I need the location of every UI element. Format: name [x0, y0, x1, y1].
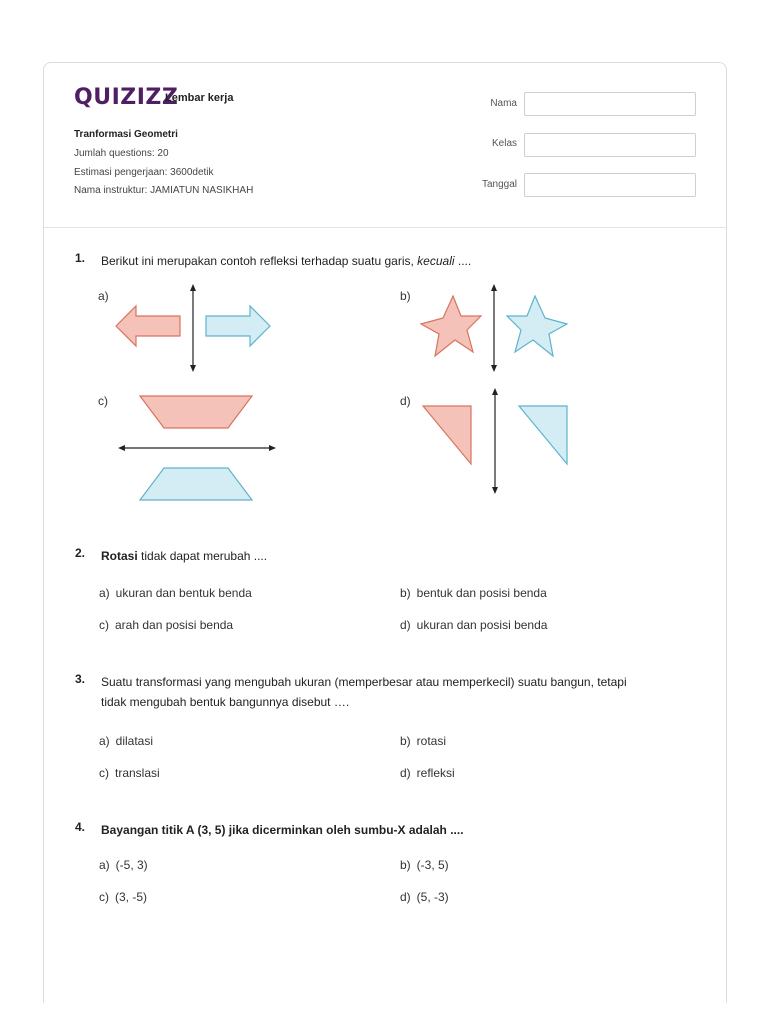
- figure-triangles: [415, 386, 580, 498]
- tanggal-field[interactable]: [524, 173, 696, 197]
- option-b-label[interactable]: b): [400, 289, 411, 303]
- option-d-label[interactable]: d): [400, 394, 411, 408]
- option-c-label[interactable]: c): [98, 394, 108, 408]
- option-d[interactable]: d) (5, -3): [400, 890, 449, 904]
- option-b[interactable]: b) bentuk dan posisi benda: [400, 586, 547, 600]
- option-a[interactable]: a) ukuran dan bentuk benda: [99, 586, 252, 600]
- question-text: Berikut ini merupakan contoh refleksi terhadap suatu garis, kecuali ....: [101, 254, 472, 268]
- question-number: 3.: [75, 672, 86, 686]
- option-a[interactable]: a) dilatasi: [99, 734, 154, 748]
- worksheet-header: [44, 63, 726, 228]
- logo-subtitle: Lembar kerja: [165, 92, 234, 104]
- option-c[interactable]: c) (3, -5): [99, 890, 148, 904]
- question-number: 2.: [75, 546, 86, 560]
- question-text: Suatu transformasi yang mengubah ukuran (memperbesar atau memperkecil) suatu bangun, tetapi tidak mengubah bentuk bangunnya disebut ….: [101, 675, 627, 709]
- question-number: 1.: [75, 251, 86, 265]
- figure-trapezoids: [112, 390, 282, 508]
- option-b[interactable]: b) (-3, 5): [400, 858, 449, 872]
- tanggal-label: Tanggal: [481, 179, 517, 190]
- kelas-label: Kelas: [491, 138, 517, 149]
- question-text: Bayangan titik A (3, 5) jika dicerminkan oleh sumbu-X adalah ....: [101, 823, 464, 837]
- quizizz-logo: QUIZIZZ: [74, 85, 179, 110]
- question-number: 4.: [75, 820, 86, 834]
- instructor-name: Nama instruktur: JAMIATUN NASIKHAH: [74, 185, 254, 196]
- option-b[interactable]: b) rotasi: [400, 734, 447, 748]
- worksheet-title: Tranformasi Geometri: [74, 129, 178, 140]
- option-c[interactable]: c) arah dan posisi benda: [99, 618, 234, 632]
- estimated-time: Estimasi pengerjaan: 3600detik: [74, 167, 214, 178]
- question-count: Jumlah questions: 20: [74, 148, 169, 159]
- option-c[interactable]: c) translasi: [99, 766, 160, 780]
- kelas-field[interactable]: [524, 133, 696, 157]
- question-text: Rotasi tidak dapat merubah ....: [101, 549, 268, 563]
- option-d[interactable]: d) refleksi: [400, 766, 455, 780]
- option-a-label[interactable]: a): [98, 289, 109, 303]
- option-d[interactable]: d) ukuran dan posisi benda: [400, 618, 548, 632]
- figure-stars: [415, 282, 580, 374]
- option-a[interactable]: a) (-5, 3): [99, 858, 148, 872]
- nama-label: Nama: [490, 98, 517, 109]
- figure-arrows: [110, 282, 280, 374]
- nama-field[interactable]: [524, 92, 696, 116]
